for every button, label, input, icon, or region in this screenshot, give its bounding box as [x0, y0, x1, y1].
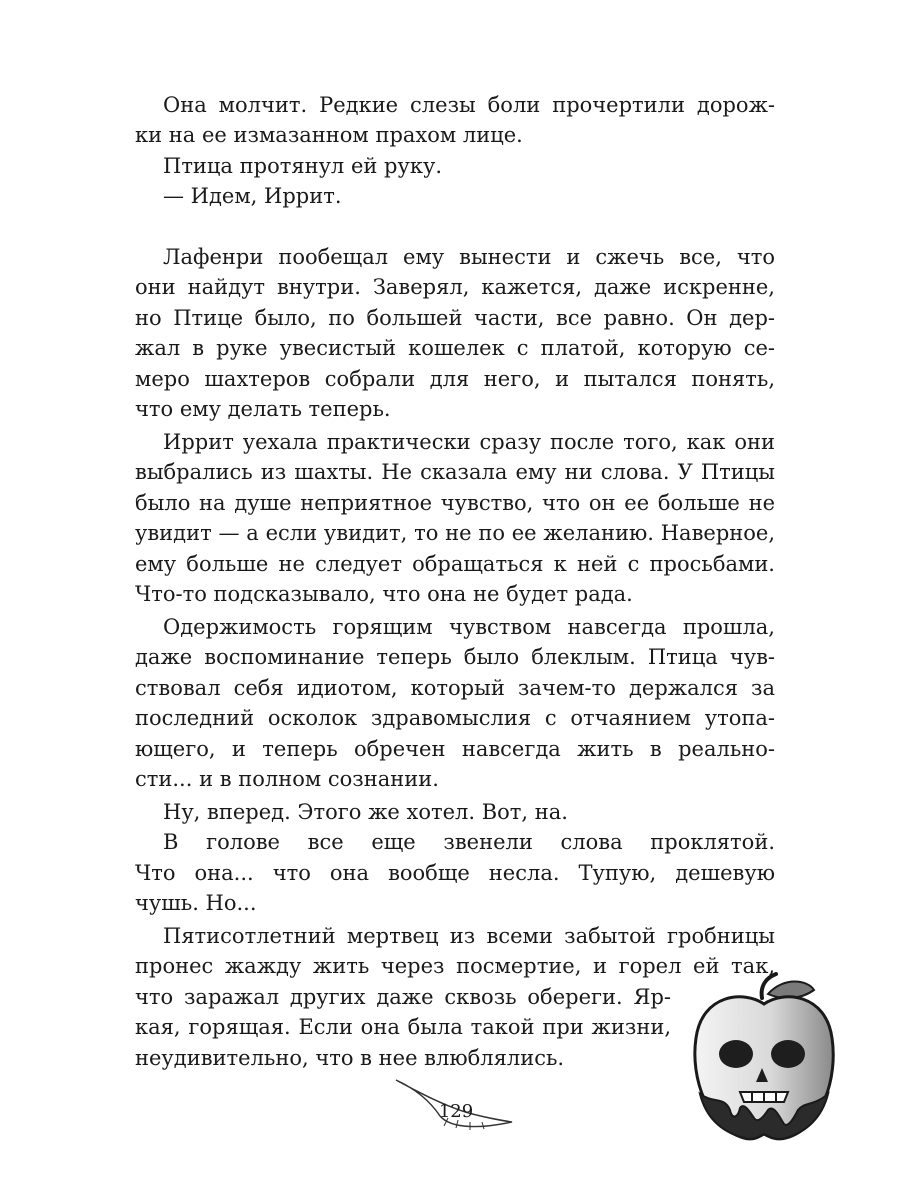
- text-line: они найдут внутри. Заверял, кажется, даже искренне,: [135, 275, 775, 299]
- text-line: Что-то подсказывало, что она не будет рада.: [135, 582, 633, 606]
- text-line: Ну, вперед. Этого же хотел. Вот, на.: [163, 800, 568, 824]
- text-line: что заражал других даже сквозь обереги. Яр-: [135, 985, 671, 1009]
- text-line: даже воспоминание теперь было блеклым. Птица чув-: [135, 645, 775, 669]
- text-line: Одержимость горящим чувством навсегда прошла,: [163, 615, 775, 639]
- skull-right-eye: [771, 1040, 805, 1068]
- text-line: жал в руке увесистый кошелек с платой, которую се-: [135, 336, 775, 360]
- text-line: выбрались из шахты. Не сказала ему ни слова. У Птицы: [135, 460, 775, 484]
- text-line: было на душе неприятное чувство, что он ее больше не: [135, 491, 775, 515]
- text-line: ки на ее измазанном прахом лице.: [135, 123, 523, 147]
- text-line: Иррит уехала практически сразу после того, как они: [163, 430, 775, 454]
- text-line: неудивительно, что в нее влюблялись.: [135, 1046, 565, 1070]
- skull-left-eye: [719, 1040, 753, 1068]
- text-line: последний осколок здравомыслия с отчаянием утопа-: [135, 706, 775, 730]
- text-line: Лафенри пообещал ему вынести и сжечь все, что: [163, 245, 775, 269]
- dialogue-line: — Идем, Иррит.: [163, 184, 342, 208]
- text-line: увидит — а если увидит, то не по ее желанию. Наверное,: [135, 521, 775, 545]
- text-line: Птица протянул ей руку.: [163, 154, 442, 178]
- skull-apple-illustration: [684, 968, 844, 1158]
- text-line: ему больше не следует обращаться к ней с просьбами.: [135, 552, 775, 576]
- text-line: ствовал себя идиотом, который зачем-то держался за: [135, 676, 775, 700]
- page-number: 129: [438, 1101, 474, 1122]
- text-line: сти... и в полном сознании.: [135, 767, 439, 791]
- text-line: ющего, и теперь обречен навсегда жить в реально-: [135, 737, 775, 761]
- text-line: Она молчит. Редкие слезы боли прочертили дорож-: [163, 93, 775, 117]
- text-line: чушь. Но...: [135, 891, 257, 915]
- text-line: пронес жажду жить через посмертие, и горел ей так,: [135, 954, 775, 978]
- text-line: кая, горящая. Если она была такой при жизни,: [135, 1015, 671, 1039]
- text-line: что ему делать теперь.: [135, 397, 391, 421]
- text-line: Что она... что она вообще несла. Тупую, дешевую: [135, 861, 775, 885]
- text-line: В голове все еще звенели слова проклятой.: [163, 830, 775, 854]
- text-line: меро шахтеров собрали для него, и пытался понять,: [135, 367, 775, 391]
- text-line: но Птице было, по большей части, все равно. Он дер-: [135, 306, 775, 330]
- text-line: Пятисотлетний мертвец из всеми забытой гробницы: [163, 924, 775, 948]
